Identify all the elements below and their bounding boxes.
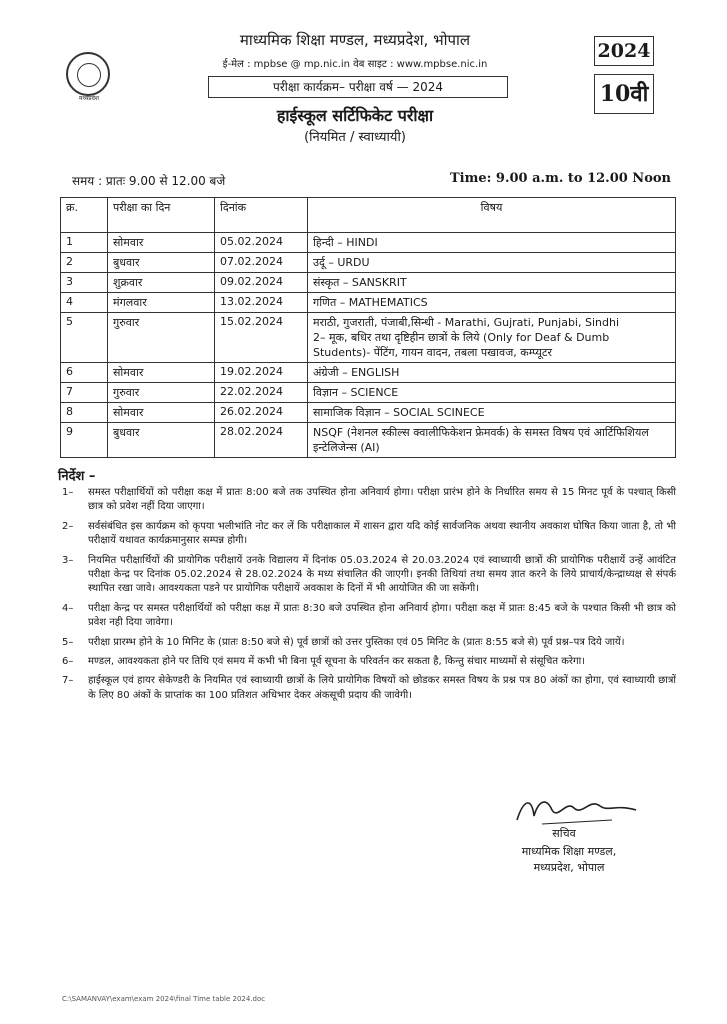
row-subject: अंग्रेजी – ENGLISH	[308, 363, 676, 383]
row-subject: गणित – MATHEMATICS	[308, 293, 676, 313]
seal-label: मध्यप्रदेश	[78, 95, 99, 102]
note-item	[62, 520, 676, 549]
row-subject-line1: मराठी, गुजराती, पंजाबी,सिन्धी - Marathi, Gujrati, Punjabi, Sindhi	[313, 316, 620, 329]
row-day: शुक्रवार	[108, 273, 215, 293]
note-text: सर्वसंबंधित इस कार्यक्रम को कृपया भलीभांति नोट कर लें कि परीक्षाकाल में शासन द्वारा यदि कोई सार्वजनिक अथवा स्थानीय अवकाश घोषित किया जाता है, तो भी परीक्षायें यथावत कार्यक्रमानुसार सम्पन्न होगी।	[88, 520, 676, 547]
table-row	[61, 313, 676, 363]
row-date: 13.02.2024	[215, 293, 308, 313]
note-number: 1–	[62, 487, 74, 498]
row-day: गुरुवार	[108, 383, 215, 403]
note-item	[62, 554, 676, 597]
row-day: सोमवार	[108, 233, 215, 253]
table-row	[61, 403, 676, 423]
timetable-header-row	[61, 198, 676, 233]
row-no: 9	[61, 423, 108, 458]
row-subject: हिन्दी – HINDI	[308, 233, 676, 253]
row-day: गुरुवार	[108, 313, 215, 363]
row-no: 4	[61, 293, 108, 313]
row-date: 15.02.2024	[215, 313, 308, 363]
row-no: 6	[61, 363, 108, 383]
signatory-role: सचिव	[552, 827, 576, 840]
table-row	[61, 273, 676, 293]
row-date: 22.02.2024	[215, 383, 308, 403]
notes-heading: निर्देश –	[58, 469, 96, 484]
note-number: 5–	[62, 636, 74, 648]
note-text: परीक्षा प्रारम्भ होने के 10 मिनिट के (प्रातः 8:50 बजे से) पूर्व छात्रों को उत्तर पुस्तिका एवं 05 मिनिट के (प्रातः 8:55 बजे से) पूर्व प्रश्न–पत्र दिये जायें।	[88, 636, 625, 648]
row-no: 3	[61, 273, 108, 293]
row-no: 5	[61, 313, 108, 363]
row-day: बुधवार	[108, 253, 215, 273]
table-row	[61, 233, 676, 253]
table-row	[61, 423, 676, 458]
row-subject: सामाजिक विज्ञान – SOCIAL SCINECE	[308, 403, 676, 423]
row-date: 09.02.2024	[215, 273, 308, 293]
note-text: मण्डल, आवश्यकता होने पर तिथि एवं समय में कभी भी बिना पूर्व सूचना के परिवर्तन कर सकता है, किन्तु संचार माध्यमों से संसूचित करेगा।	[88, 656, 585, 668]
row-date: 07.02.2024	[215, 253, 308, 273]
notes-list	[62, 486, 676, 708]
header-subject: विषय	[308, 198, 676, 233]
row-subject: NSQF (नेशनल स्कील्स क्वालीफिकेशन फ्रेमवर्क) के समस्त विषय एवं आर्टिफिशियल इन्टेलिजेन्स (AI)	[308, 423, 676, 458]
table-row	[61, 253, 676, 273]
note-item	[62, 602, 676, 631]
note-item	[62, 636, 676, 650]
row-day: सोमवार	[108, 403, 215, 423]
program-title: परीक्षा कार्यक्रम– परीक्षा वर्ष — 2024	[208, 76, 508, 98]
header-date: दिनांक	[215, 198, 308, 233]
row-no: 8	[61, 403, 108, 423]
row-day: मंगलवार	[108, 293, 215, 313]
board-seal-icon	[66, 52, 110, 96]
row-date: 05.02.2024	[215, 233, 308, 253]
signatory-org: माध्यमिक शिक्षा मण्डल,	[521, 845, 617, 858]
note-number: 4–	[62, 602, 74, 614]
signatory-place: मध्यप्रदेश, भोपाल	[533, 861, 605, 874]
exam-title: हाईस्कूल सर्टिफिकेट परीक्षा	[276, 106, 434, 125]
note-number: 6–	[62, 656, 74, 668]
class-box: 10वी	[594, 74, 654, 114]
note-number: 3–	[62, 554, 74, 566]
row-day: बुधवार	[108, 423, 215, 458]
row-date: 19.02.2024	[215, 363, 308, 383]
header-no: क्र.	[61, 198, 108, 233]
time-hindi: समय : प्रातः 9.00 से 12.00 बजे	[72, 174, 226, 188]
row-day: सोमवार	[108, 363, 215, 383]
note-item	[62, 674, 676, 703]
row-date: 28.02.2024	[215, 423, 308, 458]
file-path: C:\SAMANVAY\exam\exam 2024\final Time table 2024.doc	[62, 995, 266, 1003]
row-subject: संस्कृत – SANSKRIT	[308, 273, 676, 293]
note-item	[62, 655, 676, 669]
note-number: 2–	[62, 520, 74, 532]
row-subject	[308, 313, 676, 363]
note-text: नियमित परीक्षार्थियों की प्रायोगिक परीक्षायें उनके विद्यालय में दिनांक 05.03.2024 से 20.03.2024 एवं स्वाध्यायी छात्रों की प्रायोगिक परीक्षायें उन्हें आवंटित परीक्षा केन्द्र पर दिनांक 05.02.2024 से 28.02.2024 के मध्य संचालित की जाएगी। इनकी तिथियां तथा समय ज्ञात करने के लिये प्राचार्य/केन्द्राध्यक्ष से संपर्क स्थापित रखा जावे। आवश्यकता पडने पर प्रायोगिक परीक्षायें अवकाश के दिनों में भी आयोजित की जा सकेंगी।	[88, 554, 676, 595]
exam-subtitle: (नियमित / स्वाध्यायी)	[304, 130, 406, 145]
contact-line: ई-मेल : mpbse @ mp.nic.in वेब साइट : www.mpbse.nic.in	[222, 59, 488, 70]
note-number: 7–	[62, 675, 74, 687]
signature-scribble	[512, 790, 642, 830]
row-no: 1	[61, 233, 108, 253]
timetable	[60, 197, 676, 458]
note-text: समस्त परीक्षार्थियों को परीक्षा कक्ष में प्रातः 8:00 बजे तक उपस्थित होना अनिवार्य होगा। परीक्षा प्रारंभ होने के निर्धारित समय से 15 मिनट पूर्व के पश्चात् किसी छात्र को प्रवेश नहीं दिया जाएगा।	[88, 487, 676, 513]
year-box: 2024	[594, 36, 654, 66]
row-date: 26.02.2024	[215, 403, 308, 423]
board-name: माध्यमिक शिक्षा मण्डल, मध्यप्रदेश, भोपाल	[239, 31, 471, 49]
note-text: हाईस्कूल एवं हायर सेकेण्डरी के नियमित एवं स्वाध्यायी छात्रों के लिये प्रायोगिक विषयों को छोडकर समस्त विषय के प्रश्न पत्र 80 अंकों का होगा, एवं स्वाध्यायी छात्रों के लिए 80 अंकों के प्राप्तांक का 100 प्रतिशत अधिभार देकर अंकसूची प्रदाय की जावेगी।	[88, 675, 676, 701]
time-english: Time: 9.00 a.m. to 12.00 Noon	[449, 171, 671, 186]
row-no: 2	[61, 253, 108, 273]
row-subject: उर्दू – URDU	[308, 253, 676, 273]
note-item	[62, 486, 676, 515]
table-row	[61, 293, 676, 313]
row-subject-line2: 2– मूक, बधिर तथा दृष्टिहीन छात्रों के लिये (Only for Deaf & Dumb Students)- पेंटिंग, गायन वादन, तबला पखावज, कम्प्यूटर	[313, 331, 610, 359]
note-text: परीक्षा केन्द्र पर समस्त परीक्षार्थियों को परीक्षा कक्ष में प्रातः 8:30 बजे उपस्थित होना अनिवार्य होगा। परीक्षा कक्ष में प्रातः 8:45 बजे के पश्चात किसी भी छात्र को प्रवेश नही दिया जावेगा।	[88, 602, 676, 629]
row-no: 7	[61, 383, 108, 403]
table-row	[61, 363, 676, 383]
row-subject: विज्ञान – SCIENCE	[308, 383, 676, 403]
header-day: परीक्षा का दिन	[108, 198, 215, 233]
table-row	[61, 383, 676, 403]
